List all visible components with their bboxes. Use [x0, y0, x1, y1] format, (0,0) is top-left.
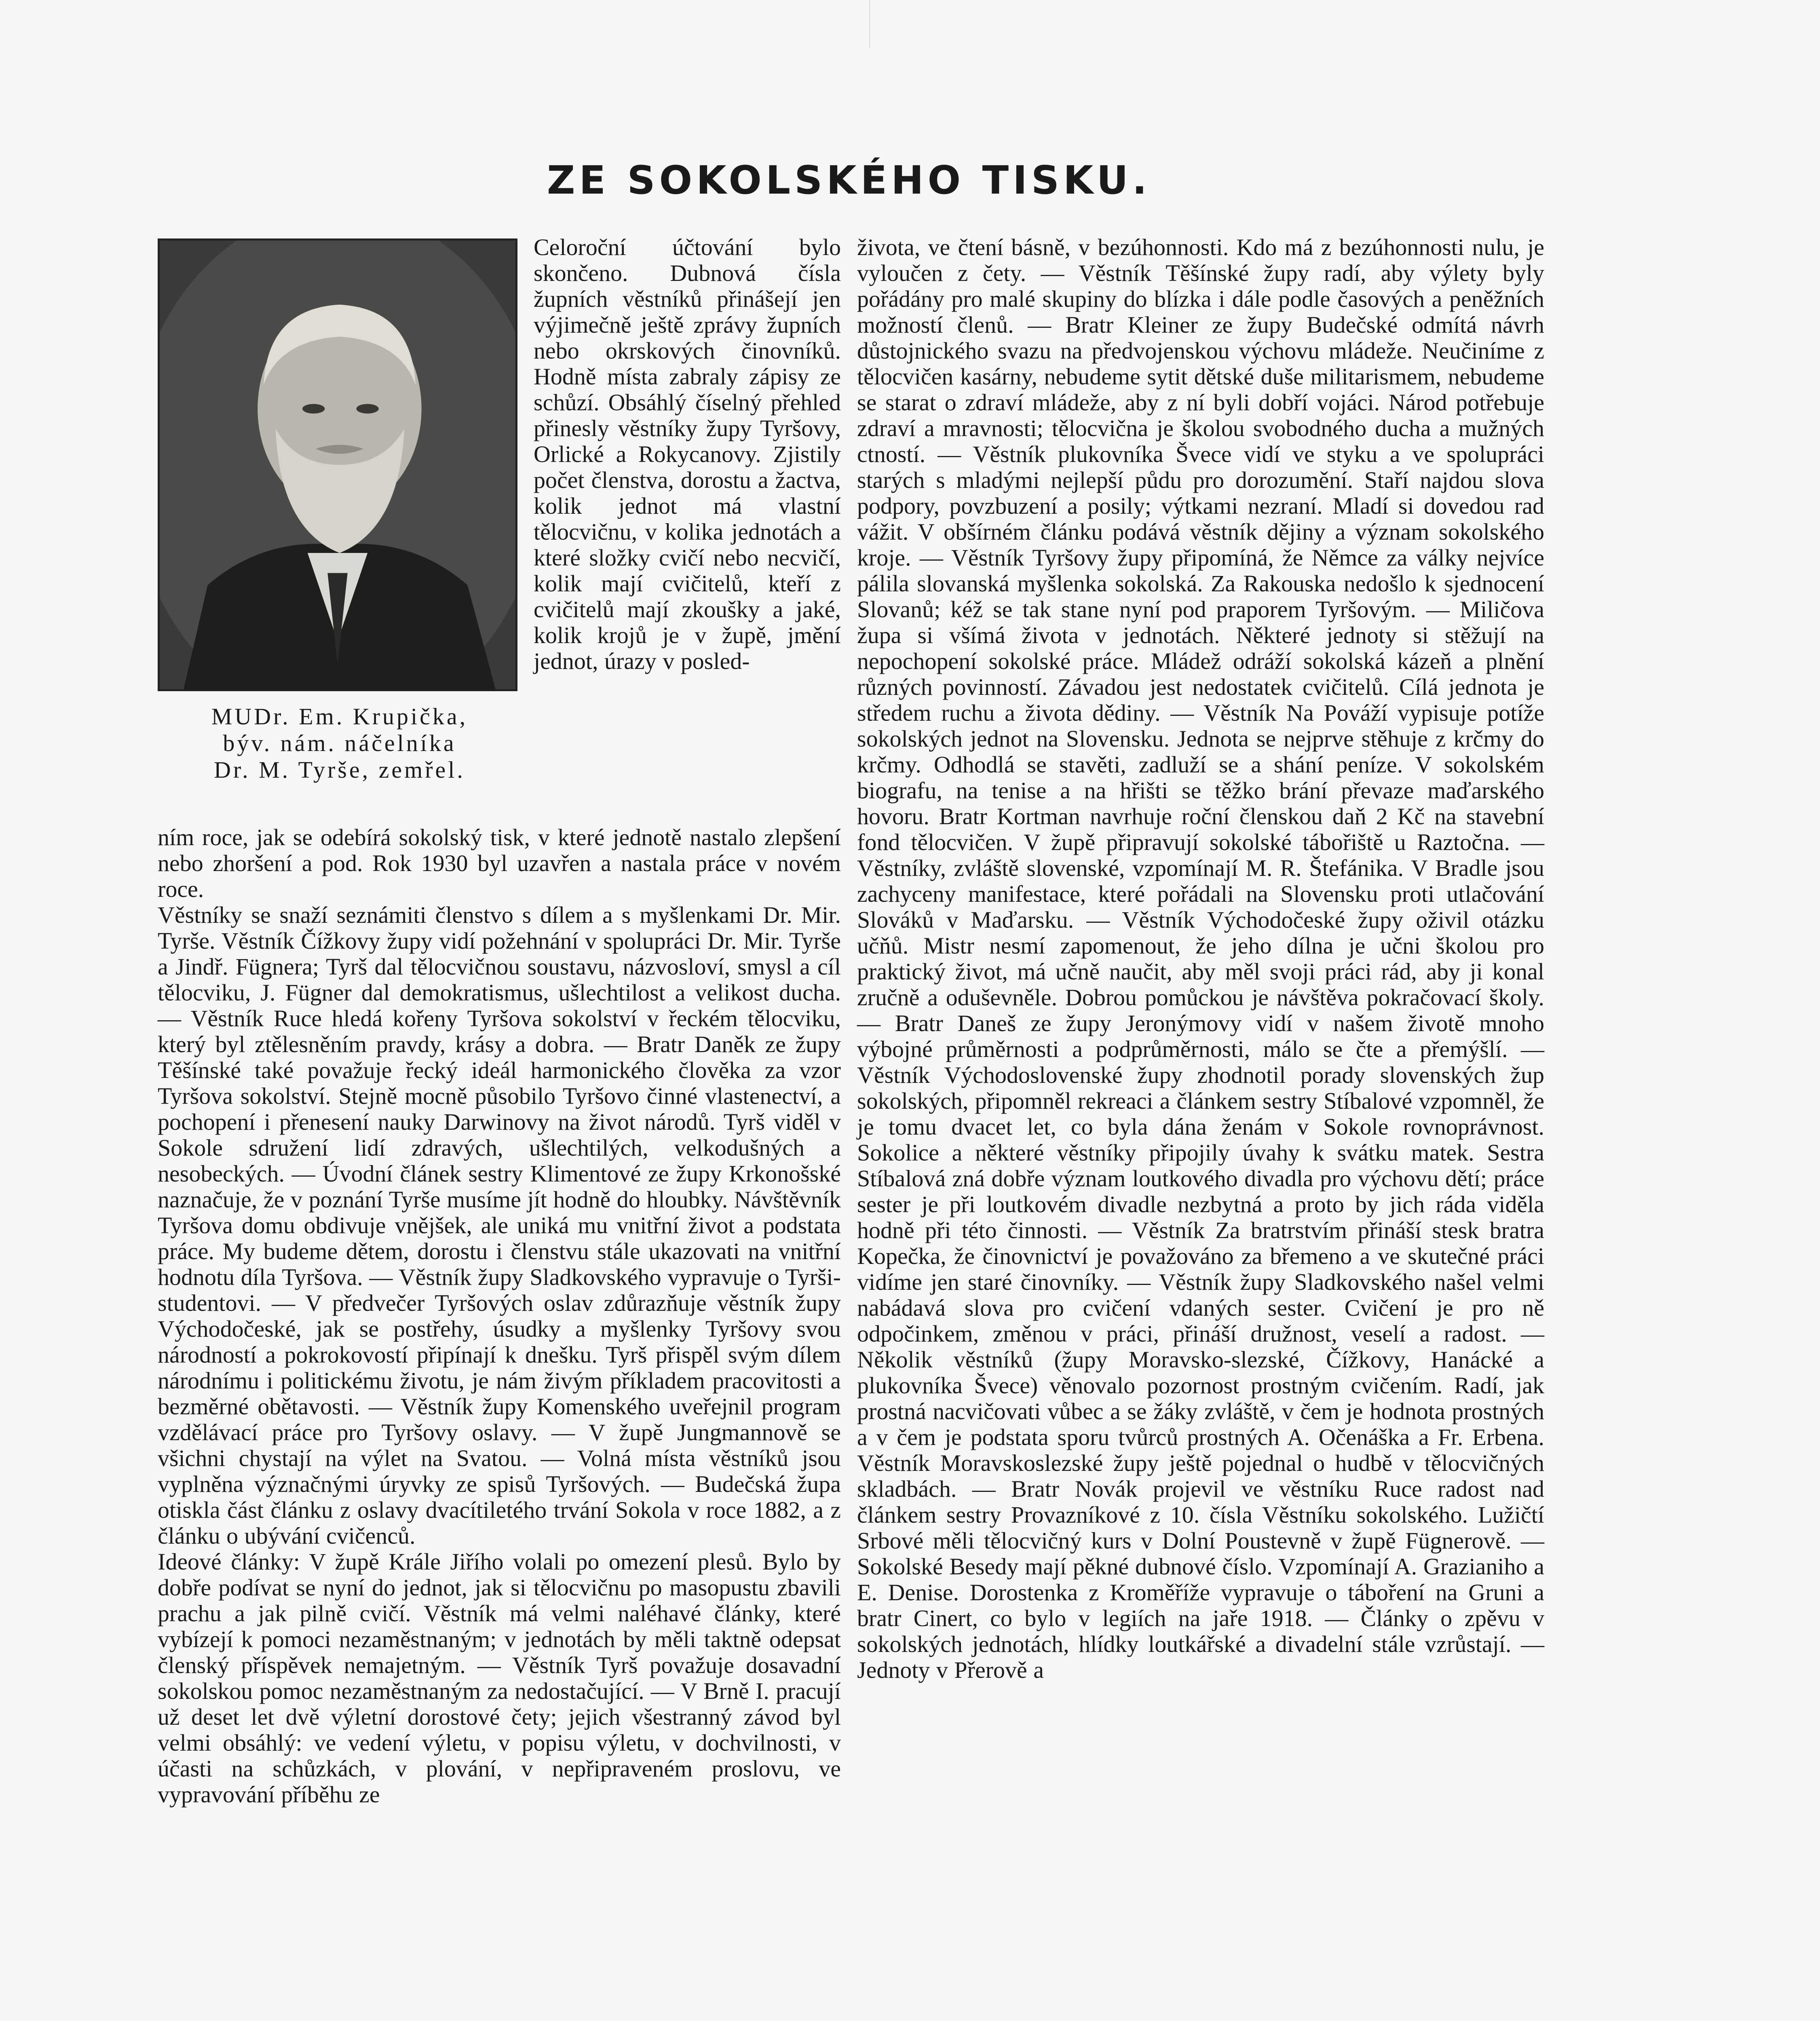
portrait-photo [158, 238, 517, 691]
page-title: ZE SOKOLSKÉHO TISKU. [547, 158, 1151, 203]
photo-caption [158, 703, 522, 783]
caption-line: MUDr. Em. Krupička, [211, 703, 468, 730]
paper-crease [869, 0, 902, 49]
text-column-beside-photo: Celoroční účtování bylo skončeno. Dubnová čísla župních věstníků přinášejí jen výjimečně ještě zprávy župních nebo okrskových činovníků. Hodně místa zabraly zápisy ze schůzí. Obsáhlý číselný přehled přinesly věstníky župy Tyršovy, Orlické a Rokycanovy. Zjistily počet členstva, dorostu a žactva, kolik jednot má vlastní tělocvičnu, v kolika jednotách a které složky cvičí nebo necvičí, kolik mají cvičitelů, kteří z cvičitelů mají zkoušky a jaké, kolik krojů je v župě, jmění jednot, úrazy v posled- [534, 234, 841, 674]
portrait-drawing [160, 240, 515, 689]
text-column-right: života, ve čtení básně, v bezúhonnosti. Kdo má z bezúhonnosti nulu, je vyloučen z čety. — Věstník Těšínské župy radí, aby výlety byly pořádány pro malé skupiny do blízka i dále podle časových a peněžních možností členů. — Bratr Kleiner ze župy Budečské odmítá návrh důstojnického svazu na předvojenskou výchovu mládeže. Neučiníme z tělocvičen kasárny, nebudeme sytit dětské duše militarismem, nebudeme se starat o zdraví mládeže, aby z ní byli dobří vojáci. Národ potřebuje zdraví a mravnosti; tělocvična je školou svobodného ducha a mužných ctností. — Věstník plukovníka Švece vidí ve styku a ve spolupráci starých s mladými nejlepší půdu pro dorozumění. Staří najdou slova podpory, povzbuzení a posily; výtkami nezraní. Mladí si dovedou rad vážit. V obšírném článku podává věstník dějiny a význam sokolského kroje. — Věstník Tyršovy župy připomíná, že Němce za války nejvíce pálila slovanská myšlenka sokolská. Za Rakouska nedošlo k sjednocení Slovanů; kéž se tak stane nyní pod praporem Tyršovým. — Miličova župa si všímá života v jednotách. Některé jednoty si stěžují na nepochopení sokolské práce. Mládež odráží sokolská kázeň a plnění různých povinností. Závadou jest nedostatek cvičitelů. Cílá jednota je středem ruchu a života dědiny. — Věstník Na Pováží vypisuje potíže sokolských jednot na Slovensku. Jednota se nejprve stěhuje z krčmy do krčmy. Odhodlá se stavěti, zadluží se a shání peníze. V sokolském biografu, na tenise a na hřišti se těžko brání převaze maďarského hovoru. Bratr Kortman navrhuje roční členskou daň 2 Kč na stavební fond tělocvičen. V župě připravují sokolské tábořiště u Raztočna. — Věstníky, zvláště slovenské, vzpomínají M. R. Štefánika. V Bradle jsou zachyceny manifestace, které pořádali na Slovensku proti utlačování Slováků v Maďarsku. — Věstník Východočeské župy oživil otázku učňů. Mistr nesmí zapomenout, že jeho dílna je učni školou pro praktický život, má učně naučit, aby měl svoji práci rád, aby ji konal zručně a oduševněle. Dobrou pomůckou je návštěva pokračovací školy. — Bratr Daneš ze župy Jeronýmovy vidí v našem životě mnoho výbojné průměrnosti a podprůměrnosti, málo se čte a přemýšlí. — Věstník Východoslovenské župy zhodnotil porady slovenských žup sokolských, připomněl rekreaci a článkem sestry Stíbalové vzpomněl, že je tomu dvacet let, co byla dána ženám v Sokole rovnoprávnost. Sokolice a některé věstníky připojily úvahy k svátku matek. Sestra Stíbalová zná dobře význam loutkového divadla pro výchovu dětí; práce sester je při loutkovém divadle nezbytná a proto by jich ráda viděla hodně při této činnosti. — Věstník Za bratrstvím přináší stesk bratra Kopečka, že činovnictví je považováno za břemeno a ve skutečné práci vidíme jen staré činovníky. — Věstník župy Sladkovského našel velmi nabádavá slova pro cvičení vdaných sester. Cvičení je pro ně odpočinkem, změnou v práci, přináší družnost, veselí a radost. — Několik věstníků (župy Moravsko-slezské, Čížkovy, Hanácké a plukovníka Švece) věnovalo pozornost prostným cvičením. Radí, jak prostná nacvičovati vůbec a se žáky zvláště, v čem je hodnota prostných a v čem je podstata sporu tvůrců prostných A. Očenáška a Fr. Erbena. Věstník Moravskoslezské župy ještě pojednal o hudbě v tělocvičných skladbách. — Bratr Novák projevil ve věstníku Ruce radost nad článkem sestry Provazníkové z 10. čísla Věstníku sokolského. Lužičtí Srbové měli tělocvičný kurs v Dolní Poustevně v župě Fügnerově. — Sokolské Besedy mají pěkné dubnové číslo. Vzpomínají A. Grazianiho a E. Denise. Dorostenka z Kroměříže vypravuje o táboření na Gruni a bratr Cinert, co bylo v legiích na jaře 1918. — Články o zpěvu v sokolských jednotách, hlídky loutkářské a divadelní stále vzrůstají. — Jednoty v Přerově a [857, 234, 1544, 1683]
caption-line: býv. nám. náčelníka [223, 730, 456, 756]
caption-line: Dr. M. Tyrše, zemřel. [214, 757, 465, 783]
text-column-left: ním roce, jak se odebírá sokolský tisk, v které jednotě nastalo zlepšení nebo zhoršení a pod. Rok 1930 byl uzavřen a nastala práce v novém roce. Věstníky se snaží seznámiti členstvo s dílem a s myšlenkami Dr. Mir. Tyrše. Věstník Čížkovy župy vidí požehnání v spolupráci Dr. Mir. Tyrše a Jindř. Fügnera; Tyrš dal tělocvičnou soustavu, názvosloví, smysl a cíl tělocviku, J. Fügner dal demokratismus, ušlechtilost a velikost ducha. — Věstník Ruce hledá kořeny Tyršova sokolství v řeckém tělocviku, který byl ztělesněním pravdy, krásy a dobra. — Bratr Daněk ze župy Těšínské také považuje řecký ideál harmonického člověka za vzor Tyršova sokolství. Stejně mocně působilo Tyršovo činné vlastenectví, a pochopení i přenesení nauky Darwinovy na život národů. Tyrš viděl v Sokole sdružení lidí zdravých, ušlechtilých, velkodušných a nesobeckých. — Úvodní článek sestry Klimentové ze župy Krkonošské naznačuje, že v poznání Tyrše musíme jít hodně do hloubky. Návštěvník Tyršova domu obdivuje vnějšek, ale uniká mu vnitřní život a podstata práce. My budeme dětem, dorostu i členstvu stále ukazovati na vnitřní hodnotu díla Tyršova. — Věstník župy Sladkovského vypravuje o Tyrši-studentovi. — V předvečer Tyršových oslav zdůrazňuje věstník župy Východočeské, jak se postřehy, úsudky a myšlenky Tyršovy svou národností a pokrokovostí připínají k dnešku. Tyrš přispěl svým dílem národnímu i politickému životu, je nám živým příkladem pracovitosti a bezměrné obětavosti. — Věstník župy Komenského uveřejnil program vzdělávací práce pro Tyršovy oslavy. — V župě Jungmannově se všichni chystají na výlet na Svatou. — Volná místa věstníků jsou vyplněna význačnými úryvky ze spisů Tyršových. — Budečská župa otiskla část článku z oslavy dvacítiletého trvání Sokola v roce 1882, a z článku o ubývání cvičenců. Ideové články: V župě Krále Jiřího volali po omezení plesů. Bylo by dobře podívat se nyní do jednot, jak si tělocvičnu po masopustu zbavili prachu a jak pilně cvičí. Věstník má velmi naléhavé články, které vybízejí k pomoci nezaměstnaným; v jednotách by měli taktně odepsat členský příspěvek nemajetným. — Věstník Tyrš považuje dosavadní sokolskou pomoc nezaměstnaným za nedostačující. — V Brně I. pracují už deset let dvě výletní dorostové čety; jejich všestranný závod byl velmi obsáhlý: ve vedení výletu, v popisu výletu, v dochvilnosti, v účasti na schůzkách, v plování, v nepřipraveném proslovu, ve vypravování příběhu ze [158, 824, 841, 1808]
